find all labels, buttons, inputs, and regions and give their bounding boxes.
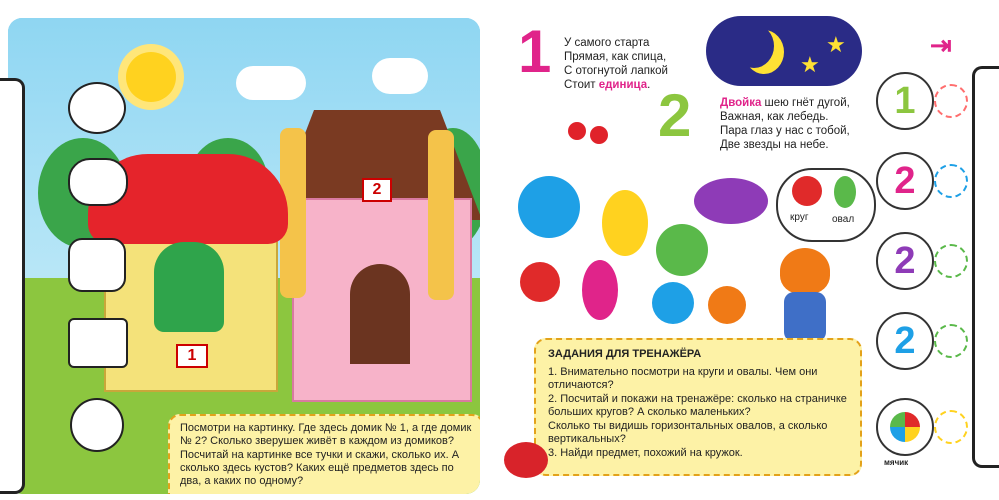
horizontal-oval-purple (694, 178, 768, 224)
arrow-right-icon: ⇥ (930, 30, 952, 60)
left-task-box (168, 414, 480, 494)
dashed-circle (934, 84, 968, 118)
ball-icon (890, 412, 920, 442)
big-circle-green (656, 224, 708, 276)
poem-line: Две звезды на небе. (720, 139, 829, 151)
cut-hole-bush[interactable] (68, 238, 126, 292)
cut-hole-gear[interactable] (70, 398, 124, 452)
bubble-label-oval: овал (832, 214, 855, 225)
poem-line: С отогнутой лапкой (564, 65, 668, 77)
poem-line: Прямая, как спица, (564, 51, 667, 63)
trainer-digit: 2 (894, 159, 916, 202)
dashed-circle (934, 164, 968, 198)
trainer-digit: 2 (894, 319, 916, 362)
left-task-paragraph: Посмотри на картинку. Где здесь домик № 1, а где домик № 2? Сколько зверушек живёт в каждом из домиков? (180, 422, 472, 447)
trainer-strip-card[interactable] (972, 66, 999, 468)
cut-hole-rect[interactable] (68, 318, 128, 368)
trainer-cell[interactable] (876, 152, 934, 210)
small-circle-blue (652, 282, 694, 324)
cut-hole-circle[interactable] (68, 82, 126, 134)
right-task-box (534, 338, 862, 476)
right-task-item: 1. Внимательно посмотри на круги и овалы. Чем они отличаются? (548, 365, 818, 391)
house2-door (350, 264, 410, 364)
dashed-circle (934, 410, 968, 444)
sun-icon (126, 52, 176, 102)
left-task-paragraph: Посчитай на картинке все тучки и скажи, сколько их. А сколько здесь кустов? Каких ещё предметов здесь по два, а каких по одному? (180, 449, 460, 487)
trainer-digit: 2 (894, 239, 916, 282)
small-circle-red (520, 262, 560, 302)
trainer-cell[interactable] (876, 232, 934, 290)
vertical-oval-pink (582, 260, 618, 320)
poem-text: шею гнёт дугой, (761, 97, 850, 109)
cloud-icon (372, 58, 428, 94)
giraffe (428, 130, 454, 300)
cloud-icon (236, 66, 306, 100)
vertical-oval-yellow (602, 190, 648, 256)
trainer-digit: 1 (894, 79, 916, 122)
crocodile (154, 242, 224, 332)
poem-line (720, 96, 850, 110)
cherry-icon (590, 126, 608, 144)
poem-line (564, 78, 668, 92)
dashed-circle (934, 324, 968, 358)
trainer-cell-ball[interactable] (876, 398, 934, 456)
left-trainer-bracket (0, 78, 25, 494)
trainer-cell[interactable] (876, 312, 934, 370)
poem-line: У самого старта (564, 37, 650, 49)
right-task-item: 2. Посчитай и покажи на тренажёре: сколько на страничке больших кругов? А сколько маленьких? (548, 392, 847, 418)
speech-bubble (776, 168, 876, 242)
right-task-item: Сколько ты видишь горизонтальных овалов, а сколько вертикальных? (548, 419, 828, 445)
digit-one: 1 (518, 18, 552, 85)
poem-line: Пара глаз у нас с тобой, (720, 125, 850, 137)
ladybug (504, 442, 548, 478)
poem-two (720, 96, 850, 152)
right-task-title: ЗАДАНИЯ ДЛЯ ТРЕНАЖЁРА (548, 348, 702, 360)
bubble-oval-green (834, 176, 856, 208)
cut-hole-cloud[interactable] (68, 158, 128, 206)
bubble-label-circle: круг (790, 212, 809, 223)
house1-number: 1 (176, 344, 208, 368)
dashed-circle (934, 244, 968, 278)
big-circle-blue (518, 176, 580, 238)
star-icon: ★ (800, 52, 820, 77)
poem-one (564, 36, 668, 92)
house2-number: 2 (362, 178, 392, 202)
moon-icon (734, 24, 774, 68)
poem-highlight: Двойка (720, 97, 762, 109)
small-circle-orange (708, 286, 746, 324)
poem-text: . (647, 79, 651, 91)
poem-line: Важная, как лебедь. (720, 111, 829, 123)
cherry-icon (568, 122, 586, 140)
poem-highlight: единица (598, 79, 648, 91)
star-icon: ★ (826, 32, 846, 57)
poem-text: Стоит (564, 79, 599, 91)
bubble-circle-red (792, 176, 822, 206)
trainer-label: мячик (884, 458, 909, 467)
right-task-item: 3. Найди предмет, похожий на кружок. (548, 446, 743, 459)
trainer-cell[interactable] (876, 72, 934, 130)
digit-two: 2 (658, 82, 692, 149)
